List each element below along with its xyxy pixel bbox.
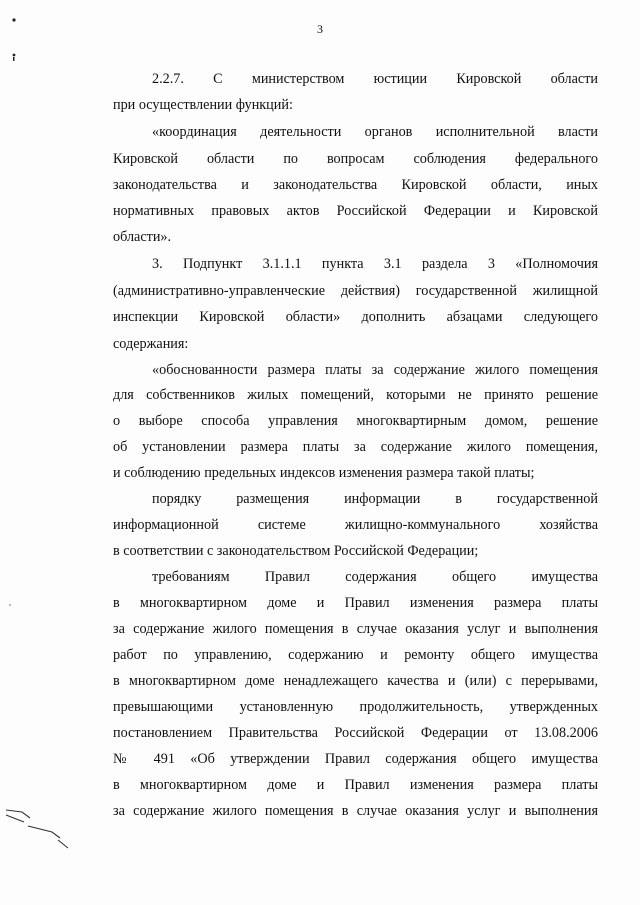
text-line: в соответствии с законодательством Российской Федерации; [113,543,479,559]
text-line: законодательства и законодательства Кировской области, иных [113,177,598,193]
text-line: при осуществлении функций: [113,97,293,113]
text-line: за содержание жилого помещения в случае оказания услуг и выполнения [113,803,598,819]
text-line: области». [113,229,172,245]
text-line: порядку размещения информации в государственной [152,491,598,507]
text-line: Кировской области по вопросам соблюдения федерального [113,151,598,167]
scan-dot [12,18,15,21]
text-line: для собственников жилых помещений, которыми не принято решение [113,387,598,403]
text-line: 2.2.7. С министерством юстиции Кировской области [152,71,598,87]
text-line: «координация деятельности органов исполнительной власти [152,124,598,140]
text-line: 3. Подпункт 3.1.1.1 пункта 3.1 раздела 3 «Полномочия [152,256,598,272]
text-line: инспекции Кировской области» дополнить абзацами следующего [113,309,598,325]
text-line: нормативных правовых актов Российской Федерации и Кировской [113,203,598,219]
scan-dot [9,604,10,605]
text-line: требованиям Правил содержания общего имущества [152,569,598,585]
text-line: информационной системе жилищно-коммунального хозяйства [113,517,598,533]
text-line: за содержание жилого помещения в случае оказания услуг и выполнения [113,621,598,637]
text-line: и соблюдению предельных индексов изменения размера такой платы; [113,465,535,481]
margin-scribble [6,810,68,848]
text-line: «обоснованности размера платы за содержание жилого помещения [152,362,598,378]
scan-dot [13,57,15,61]
text-line: в многоквартирном доме ненадлежащего качества и (или) с перерывами, [113,673,598,689]
text-line: превышающими установленную продолжительность, утвержденных [113,699,598,715]
text-line: постановлением Правительства Российской Федерации от 13.08.2006 [113,725,598,741]
page-number: 3 [317,22,323,36]
text-line: работ по управлению, содержанию и ремонту общего имущества [113,647,598,663]
text-line: (административно-управленческие действия) государственной жилищной [113,283,598,299]
text-line: в многоквартирном доме и Правил изменения размера платы [113,595,598,611]
text-line: в многоквартирном доме и Правил изменения размера платы [113,777,598,793]
text-line: содержания: [113,336,189,352]
text-line: № 491 «Об утверждении Правил содержания общего имущества [113,751,598,767]
text-line: о выборе способа управления многоквартирным домом, решение [113,413,598,429]
scan-dot [13,54,16,57]
text-line: об установлении размера платы за содержание жилого помещения, [113,439,598,455]
